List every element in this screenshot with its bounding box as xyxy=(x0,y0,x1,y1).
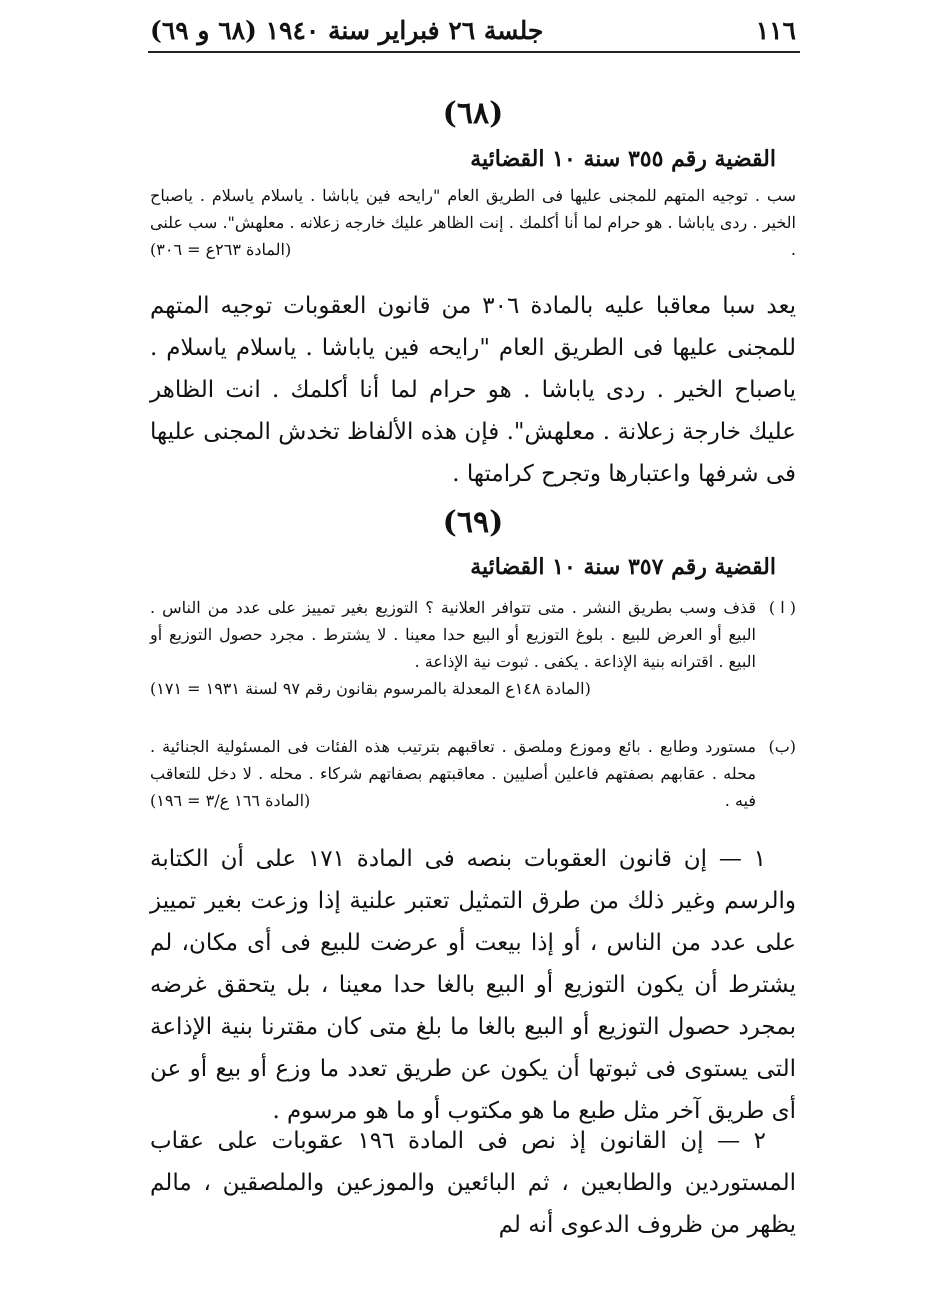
item-a-label: ( ا ) xyxy=(768,598,796,617)
paragraph-2 xyxy=(150,1120,796,1246)
case-68-summary: سب . توجيه المتهم للمجنى عليها فى الطريق العام "رايحه فين ياباشا . ياسلام ياسلام . ياصباح الخير . ردى ياباشا . هو حرام لما أنا أكلمك . إنت الظاهر عليك خارجه زعلانه . معلهش". سب علنى . xyxy=(150,186,796,259)
case-68-body-block xyxy=(150,285,796,495)
paragraph-1-number: ١ — xyxy=(718,846,766,872)
case-69-para-1 xyxy=(150,838,796,1132)
paragraph-2-text: إن القانون إذ نص فى المادة ١٩٦ عقوبات على عقاب المستوردين والطابعين ، ثم البائعين والموزعين والملصقين ، مالم يظهر من ظروف الدعوى أنه لم xyxy=(150,1128,796,1238)
case-69-title: القضية رقم ٣٥٧ سنة ١٠ القضائية xyxy=(470,554,776,580)
case-68-body: يعد سبا معاقبا عليه بالمادة ٣٠٦ من قانون العقوبات توجيه المتهم للمجنى عليها فى الطريق العام "رايحه فين ياباشا . ياسلام ياسلام . ياصباح الخير . ردى ياباشا . هو حرام لما أنا أكلمك . انت الظاهر عليك خارجة زعلانة . معلهش". فإن هذه الألفاظ تخدش المجنى عليها فى شرفها واعتبارها وتجرح كرامتها . xyxy=(150,293,796,487)
item-a xyxy=(150,594,796,675)
case-68-citation: (المادة ٢٦٣ع = ٣٠٦) xyxy=(150,240,292,259)
paragraph-2-number: ٢ — xyxy=(717,1128,767,1154)
case-68-summary-block xyxy=(150,182,796,263)
item-b-text: مستورد وطابع . بائع وموزع وملصق . تعاقبهم بترتيب هذه الفئات فى المسئولية الجنائية . محله . عقابهم بصفتهم فاعلين أصليين . معاقبتهم بصفاتهم شركاء . محله . لا دخل للتعاقب فيه . xyxy=(150,737,756,810)
case-69-item-a xyxy=(150,594,796,702)
paragraph-1-text: إن قانون العقوبات بنصه فى المادة ١٧١ على أن الكتابة والرسم وغير ذلك من طرق التمثيل تعتبر علنية إذا وزعت بغير تمييز على عدد من الناس ، أو إذا بيعت أو عرضت للبيع فى أى مكان، لم يشترط أن يكون التوزيع أو البيع بالغا حدا معينا ، بل يتحقق غرضه بمجرد حصول التوزيع أو البيع بالغا ما بلغ متى كان مقترنا بنية الإذاعة التى يستوى فى ثبوتها أن يكون عن طريق تعدد ما وزع أو بيع أو عن أى طريق آخر مثل طبع ما هو مكتوب أو ما هو مرسوم . xyxy=(150,846,796,1124)
header-rule xyxy=(148,51,800,53)
item-a-citation: (المادة ١٤٨ع المعدلة بالمرسوم بقانون رقم ٩٧ لسنة ١٩٣١ = ١٧١) xyxy=(150,679,591,698)
case-69-number: (٦٩) xyxy=(442,505,504,540)
case-68-title: القضية رقم ٣٥٥ سنة ١٠ القضائية xyxy=(470,146,776,172)
case-69-item-b xyxy=(150,733,796,814)
running-header xyxy=(150,10,796,50)
running-title: جلسة ٢٦ فبراير سنة ١٩٤٠ (٦٨ و ٦٩) xyxy=(150,16,544,45)
case-69-para-2 xyxy=(150,1120,796,1246)
item-a-text: قذف وسب بطريق النشر . متى تتوافر العلانية ؟ التوزيع بغير تمييز على عدد من الناس . البيع أو العرض للبيع . بلوغ التوزيع أو البيع حدا معينا . لا يشترط . مجرد حصول التوزيع أو البيع . اقترانه بنية الإذاعة . يكفى . ثبوت نية الإذاعة . xyxy=(150,598,756,671)
item-b xyxy=(150,733,796,814)
item-b-citation: (المادة ١٦٦ ع/٣ = ١٩٦) xyxy=(150,791,311,810)
paragraph-1 xyxy=(150,838,796,1132)
page-number: ١١٦ xyxy=(755,16,796,45)
case-68-number: (٦٨) xyxy=(442,96,504,131)
item-b-label: (ب) xyxy=(768,737,796,756)
